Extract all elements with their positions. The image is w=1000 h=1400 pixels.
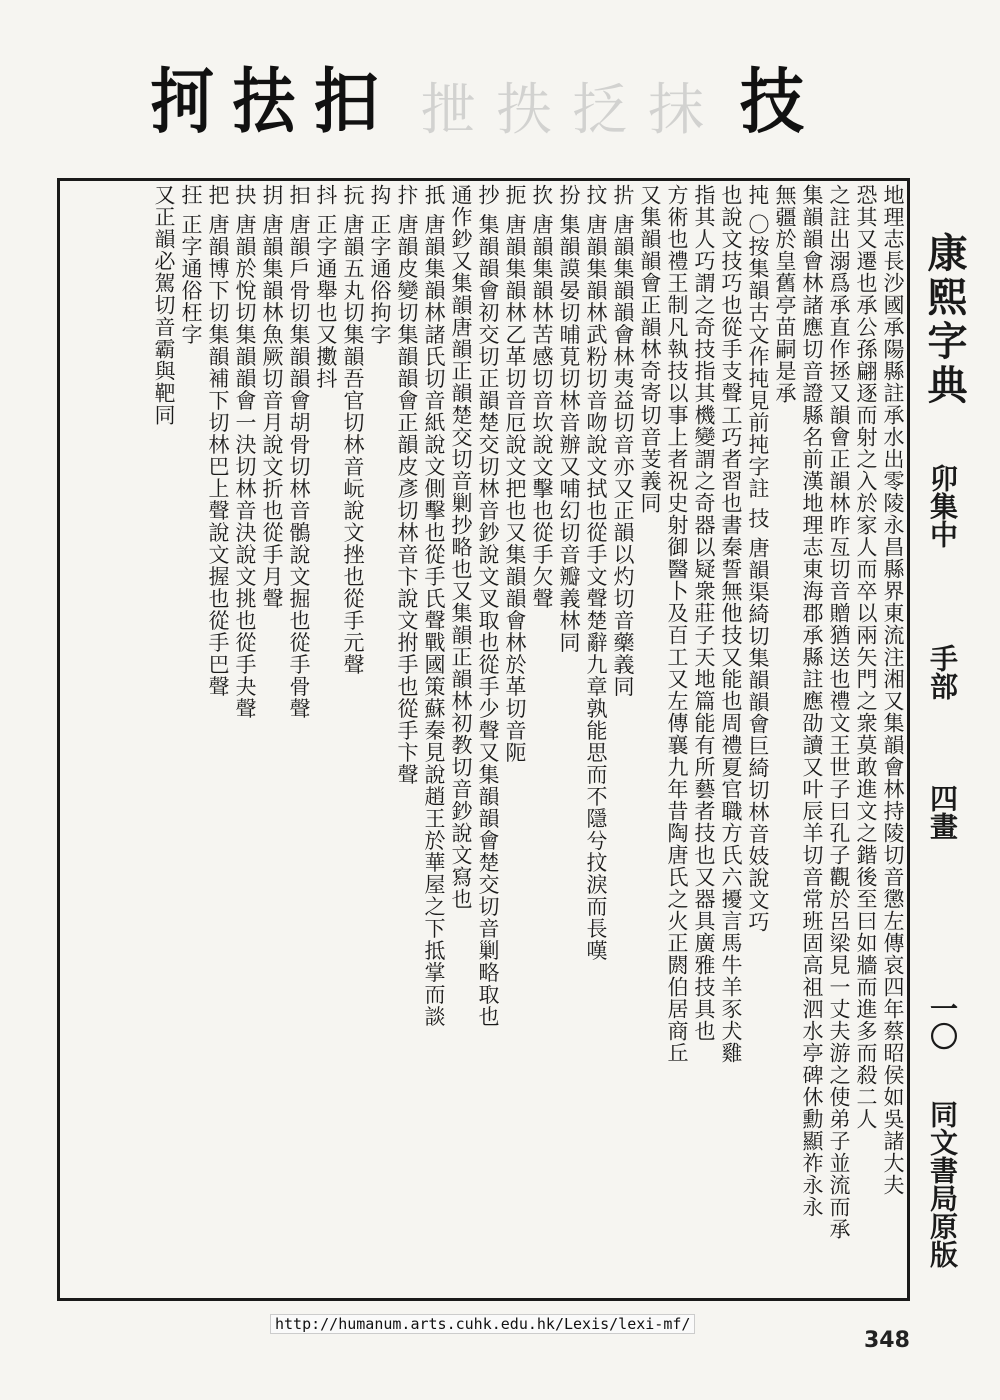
leaf-number: 一〇 [926,994,959,1050]
seal-script-header-faded [420,66,724,146]
text-column: 抏 唐韻五丸切集韻吾官切林音岏說文挫也從手元聲 [341,184,365,676]
volume-label: 卯集中 [926,464,959,548]
text-columns [150,184,906,1296]
text-column: 抖 正字通舉也又擻抖 [314,184,338,390]
text-column: 抄 集韻韻會初交切正韻楚交切林音鈔說文叉取也從手少聲又集韻韻會楚交切音剿略取也 [476,184,500,1028]
text-column: 抆 唐韻集韻林武粉切音吻說文拭也從手文聲楚辭九章孰能思而不隱兮抆淚而長嘆 [584,184,608,962]
seal-glyph: 抲 [150,61,214,144]
stroke-count-label: 四畫 [926,784,959,840]
seal-glyph-faded: 抸 [572,78,628,143]
text-column: 扽 〇按集韻古文作扽見前扽字註 技 唐韻渠綺切集韻韻會巨綺切林音妓說文巧 [746,184,770,934]
text-column: 扸 唐韻集韻韻會林夷益切音亦又正韻以灼切音藥義同 [611,184,635,698]
seal-script-header-right [740,58,822,148]
text-column: 地理志長沙國承陽縣註承水出零陵永昌縣界東流注湘又集韻會林持陵切音懲左傳哀四年蔡昭侯如吳諸大夫 [881,184,905,1196]
text-column: 無疆於皇舊亭苗嗣是承 [773,184,797,404]
seal-glyph-faded: 抹 [648,78,704,143]
text-column: 抅 正字通俗拘字 [368,184,392,346]
text-column: 扻 唐韻集韻林苦感切音坎說文擊也從手欠聲 [530,184,554,610]
text-column: 又集韻韻會正韻林奇寄切音芰義同 [638,184,662,514]
text-column: 抈 唐韻集韻林魚厥切音月說文折也從手月聲 [260,184,284,610]
text-column: 之註出溺爲承直作拯又韻會正韻林昨亙切音贈猶送也禮文王世子曰孔子觀於呂梁見一丈夫游之使弟子並流而承 [827,184,851,1240]
seal-script-header-left [150,58,396,148]
text-column: 抉 唐韻於悅切集韻韻會一決切林音決說文挑也從手夬聲 [233,184,257,720]
radical-label: 手部 [926,644,959,700]
text-column: 抂 正字通俗枉字 [179,184,203,346]
seal-glyph-faded: 抴 [420,78,476,143]
page-number: 348 [864,1328,910,1353]
source-url[interactable]: http://humanum.arts.cuhk.edu.hk/Lexis/lexi-mf/ [270,1314,695,1334]
text-column: 又正韻必駕切音霸與靶同 [152,184,176,426]
text-column: 把 唐韻博下切集韻補下切林巴上聲說文握也從手巴聲 [206,184,230,698]
text-column: 恐其又遷也承公孫翩逐而射之入於家人而卒以兩矢門之衆莫敢進文之鍇後至曰如牆而進多而殺二人 [854,184,878,1130]
text-column: 指其人巧謂之奇技指其機變謂之奇器以疑衆莊子天地篇能有所藝者技也又器具廣雅技具也 [692,184,716,1042]
text-column: 方術也禮王制凡執技以事上者祝史射御醫卜及百工又左傳襄九年昔陶唐氏之火正閼伯居商丘 [665,184,689,1064]
text-column: 抃 唐韻皮變切集韻韻會正韻皮彥切林音卞說文拊手也從手卞聲 [395,184,419,786]
text-column: 扺 唐韻集韻林諸氏切音紙說文側擊也從手氏聲戰國策蘇秦見說趙王於華屋之下抵掌而談 [422,184,446,1028]
text-column: 也說文技巧也從手支聲工巧者習也書秦誓無他技又能也周禮夏官職方氏六擾言馬牛羊豕犬雞 [719,184,743,1064]
seal-glyph: 抾 [232,61,296,144]
text-column: 通作鈔又集韻唐韻正韻楚交切音剿抄略也又集韻正韻林初教切音鈔說文寫也 [449,184,473,910]
book-title: 康熙字典 [921,232,968,408]
text-column: 集韻韻會林諸應切音證縣名前漢地理志東海郡承縣註應劭讀又叶辰羊切音常班固高祖泗水亭碑休勳顯祚永永 [800,184,824,1218]
seal-glyph-faded: 抶 [496,78,552,143]
seal-glyph: 技 [740,61,804,144]
text-column: 抇 唐韻戶骨切集韻韻會胡骨切林音鶻說文掘也從手骨聲 [287,184,311,720]
text-column: 扼 唐韻集韻林乙革切音厄說文把也又集韻韻會林於革切音阨 [503,184,527,764]
publisher-label: 同文書局原版 [926,1100,959,1268]
dictionary-body [64,184,906,1296]
text-column: 扮 集韻謨晏切晡莧切林音辦又哺幻切音瓣義林同 [557,184,581,654]
seal-glyph: 抇 [314,61,378,144]
margin-title [916,232,968,1292]
